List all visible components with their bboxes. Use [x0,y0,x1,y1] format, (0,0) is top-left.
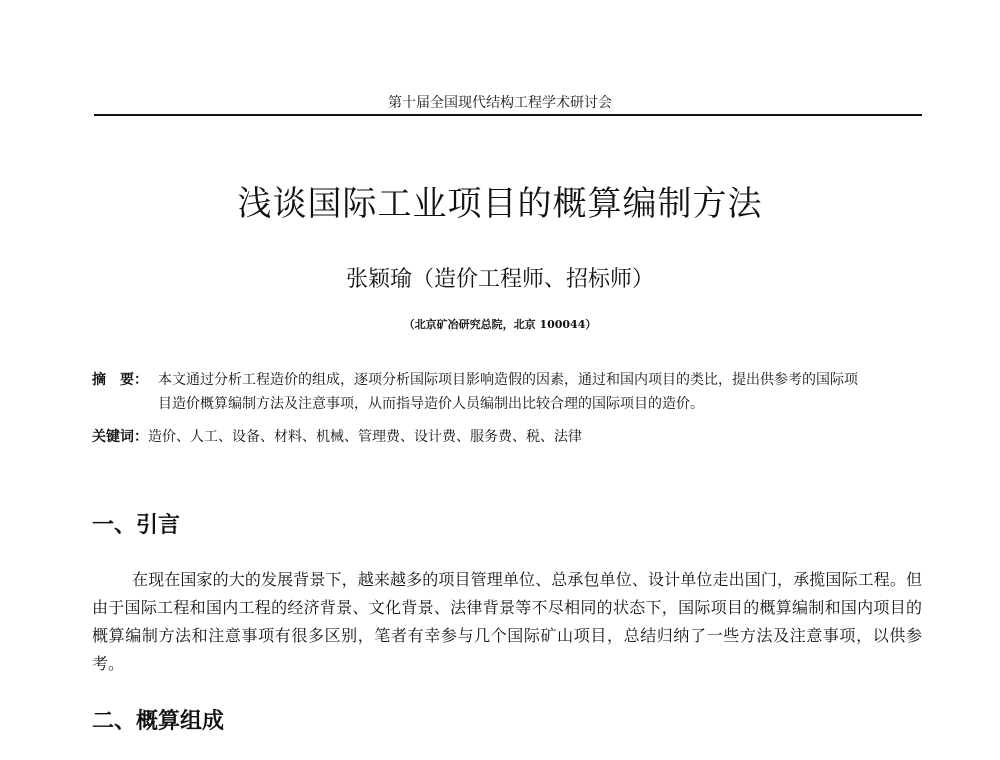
keywords-label: 关键词： [92,429,148,445]
abstract-label: 摘 要： [92,372,148,388]
introduction-paragraph: 在现在国家的大的发展背景下，越来越多的项目管理单位、总承包单位、设计单位走出国门，承揽国际工程。但由于国际工程和国内工程的经济背景、文化背景、法律背景等不尽相同的状态下，国际项目的概算编制和国内项目的概算编制方法和注意事项有很多区别，笔者有幸参与几个国际矿山项目，总结归纳了一些方法及注意事项，以供参考。 [92,570,922,673]
section-heading-introduction: 一、引言 [92,513,181,538]
abstract [92,368,922,416]
section-heading-estimate-composition: 二、概算组成 [92,709,225,734]
abstract-line-1 [92,368,922,392]
keywords-text: 造价、人工、设备、材料、机械、管理费、设计费、服务费、税、法律 [148,429,582,445]
running-header: 第十届全国现代结构工程学术研讨会 [388,95,612,111]
keywords [92,425,922,449]
author-line: 张颖瑜（造价工程师、招标师） [345,267,654,292]
header-rule [94,114,922,116]
paper-title: 浅谈国际工业项目的概算编制方法 [237,184,763,224]
affiliation: （北京矿冶研究总院，北京 100044） [403,318,597,331]
abstract-line-2: 目造价概算编制方法及注意事项，从而指导造价人员编制出比较合理的国际项目的造价。 [158,396,704,412]
abstract-text-1: 本文通过分析工程造价的组成，逐项分析国际项目影响造假的因素，通过和国内项目的类比，提出供参考的国际项 [158,372,858,388]
